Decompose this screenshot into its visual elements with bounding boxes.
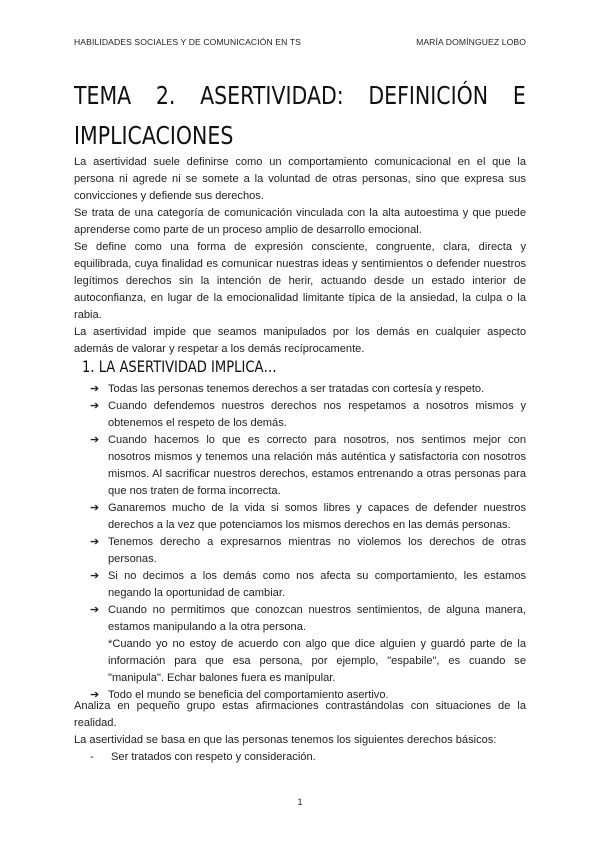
- closing-paragraph: La asertividad se basa en que las personas tenemos los siguientes derechos básicos:: [74, 734, 497, 746]
- header-course-title: HABILIDADES SOCIALES Y DE COMUNICACIÓN EN TS: [74, 37, 301, 47]
- intro-section: [74, 154, 526, 358]
- intro-paragraph: Se define como una forma de expresión consciente, congruente, clara, directa y equilibrada, cuya finalidad es comunicar nuestras ideas y sentimientos o defender nuestros legítimos derechos sin la intención de herir, actuando desde un estado interior de autoconfianza, en lugar de la emocionalidad limitante típica de la ansiedad, la culpa o la rabia.: [74, 241, 526, 321]
- list-item-text: Si no decimos a los demás como nos afecta su comportamiento, les estamos negando la oportunidad de cambiar.: [108, 570, 526, 599]
- arrow-bullet-icon: ➔: [90, 434, 100, 446]
- title-line-2: IMPLICACIONES: [74, 121, 234, 150]
- list-item-text: Cuando no permitimos que conozcan nuestros sentimientos, de alguna manera, estamos manipulando a la otra persona.: [108, 604, 526, 633]
- title-word: 2.: [155, 81, 176, 110]
- title-word: TEMA: [74, 81, 132, 110]
- section-heading: 1. LA ASERTIVIDAD IMPLICA…: [82, 357, 277, 376]
- page-title: [74, 76, 526, 156]
- list-note: *Cuando yo no estoy de acuerdo con algo que dice alguien y guardó parte de la información para que esa persona, por ejemplo, "espabile", es cuando se "manipula". Echar balones fuera es manipular.: [108, 638, 526, 684]
- list-item: [90, 602, 526, 636]
- list-item: [90, 534, 526, 568]
- dash-bullet-icon: -: [90, 751, 94, 763]
- arrow-bullet-icon: ➔: [90, 689, 100, 701]
- header-author: MARÍA DOMÍNGUEZ LOBO: [416, 37, 526, 47]
- dash-list-item: [74, 749, 526, 766]
- list-item-text: Tenemos derecho a expresarnos mientras no violemos los derechos de otras personas.: [108, 536, 526, 565]
- list-item-text: Cuando defendemos nuestros derechos nos respetamos a nosotros mismos y obtenemos el respeto de los demás.: [108, 400, 526, 429]
- list-item: [90, 568, 526, 602]
- arrow-bullet-icon: ➔: [90, 383, 100, 395]
- page-number: 1: [297, 797, 303, 807]
- title-line-1: [74, 76, 526, 116]
- intro-paragraph: La asertividad impide que seamos manipulados por los demás en cualquier aspecto además de valorar y respetar a los demás recíprocamente.: [74, 326, 526, 355]
- arrow-bullet-icon: ➔: [90, 400, 100, 412]
- arrow-bullet-icon: ➔: [90, 502, 100, 514]
- title-word: ASERTIVIDAD:: [200, 81, 344, 110]
- title-word: E: [512, 81, 526, 110]
- list-item: [90, 500, 526, 534]
- arrow-bullet-icon: ➔: [90, 570, 100, 582]
- list-item: [90, 381, 526, 398]
- bullet-list: [90, 381, 526, 704]
- list-item-text: Ganaremos mucho de la vida si somos libres y capaces de defender nuestros derechos a la vez que potenciamos los mismos derechos en las demás personas.: [108, 502, 526, 531]
- closing-section: [74, 698, 526, 766]
- list-item: [90, 432, 526, 500]
- dash-list-item-text: Ser tratados con respeto y consideración.: [111, 751, 316, 763]
- intro-paragraph: La asertividad suele definirse como un comportamiento comunicacional en el que la persona ni agrede ni se somete a la voluntad de otras personas, sino que expresa sus convicciones y defiende sus derechos.: [74, 156, 526, 202]
- arrow-bullet-icon: ➔: [90, 604, 100, 616]
- intro-paragraph: Se trata de una categoría de comunicación vinculada con la alta autoestima y que puede aprenderse como parte de un proceso amplio de desarrollo emocional.: [74, 207, 526, 236]
- list-item-text: Todas las personas tenemos derechos a ser tratadas con cortesía y respeto.: [108, 383, 485, 395]
- arrow-bullet-icon: ➔: [90, 536, 100, 548]
- list-item-text: Cuando hacemos lo que es correcto para nosotros, nos sentimos mejor con nosotros mismos y tenemos una relación más auténtica y satisfactoria con nosotros mismos. Al sacrificar nuestros derechos, estamos entrenando a otras personas para que nos traten de forma incorrecta.: [108, 434, 526, 497]
- list-item-text: Todo el mundo se beneficia del comportamiento asertivo.: [108, 689, 389, 701]
- list-item: [90, 398, 526, 432]
- title-word: DEFINICIÓN: [368, 81, 489, 110]
- closing-paragraph: Analiza en pequeño grupo estas afirmaciones contrastándolas con situaciones de la realidad.: [74, 700, 526, 729]
